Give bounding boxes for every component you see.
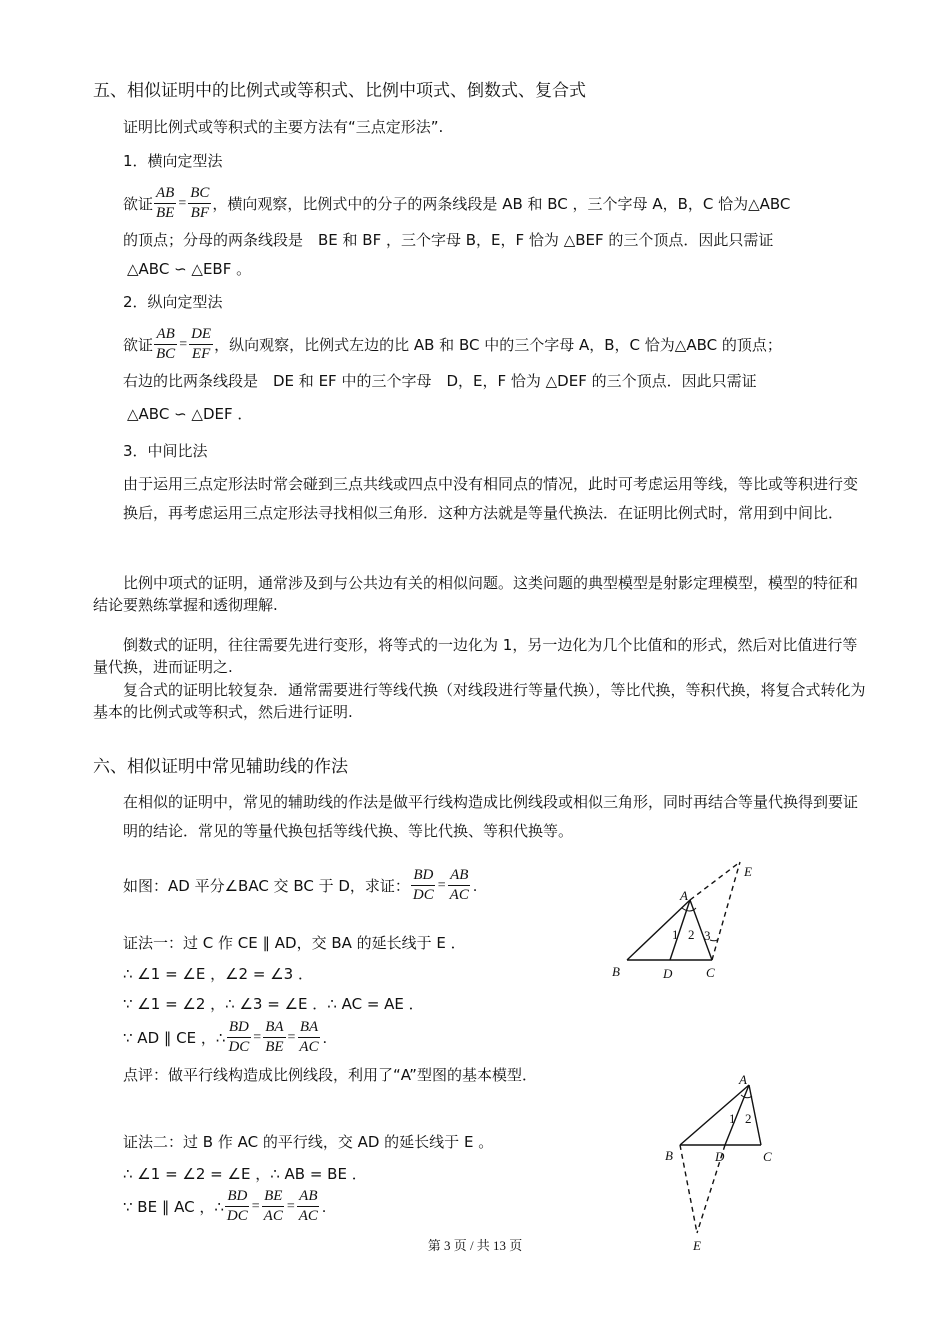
fig2-label-2: 2 <box>745 1111 752 1126</box>
method1-frac1: $\frac{AB}{BE}$ <box>156 185 175 221</box>
proof1-line2: ∵ ∠1 = ∠2 ，∴ ∠3 = ∠E ．∴ AC = AE ． <box>123 995 424 1013</box>
example-frac2: $\frac{AB}{AC}$ <box>449 867 469 903</box>
fig1-line-ce <box>712 862 740 960</box>
method2-frac1: $\frac{AB}{BC}$ <box>156 326 176 362</box>
proof2-line2: ∵ BE ∥ AC ，∴ $\frac{BD}{DC}$ = $\frac{BE}{AC}$ = $\frac{AB}{AC}$ ． <box>123 1188 336 1224</box>
example-prefix: 如图：AD 平分∠BAC 交 BC 于 D，求证： <box>123 877 410 895</box>
method3-body: 由于运用三点定形法时常会碰到三点共线或四点中没有相同点的情况，此时可考虑运用等线，等比或等积进行变换后，再考虑运用三点定形法寻找相似三角形．这种方法就是等量代换法．在证明比例式时，常用到中间比． <box>123 475 859 522</box>
paragraph-compound: 复合式的证明比较复杂．通常需要进行等线代换（对线段进行等量代换），等比代换，等积代换，将复合式转化为基本的比例式或等积式，然后进行证明. <box>93 681 866 721</box>
method2-prefix: 欲证 <box>123 336 154 354</box>
figure-2-triangle <box>655 1068 795 1258</box>
proof1-frac3: $\frac{BA}{AC}$ <box>299 1019 319 1055</box>
fig1-label-a: A <box>680 888 688 903</box>
proof2-line1: ∴ ∠1 = ∠2 = ∠E ，∴ AB = BE ． <box>123 1165 367 1183</box>
section5-intro: 证明比例式或等积式的主要方法有“三点定形法”. <box>123 118 444 136</box>
method1-text1: ，横向观察，比例式中的分子的两条线段是 AB 和 BC ，三个字母 A，B，C 恰为△ABC <box>212 195 791 213</box>
section5-heading: 五、相似证明中的比例式或等积式、比例中项式、倒数式、复合式 <box>93 81 586 101</box>
fig2-angle-arc <box>741 1095 752 1098</box>
section6-intro: 在相似的证明中，常见的辅助线的作法是做平行线构造成比例线段或相似三角形，同时再结合等量代换得到要证明的结论．常见的等量代换包括等线代换、等比代换、等积代换等。 <box>123 793 859 840</box>
fig1-label-1: 1 <box>672 927 679 942</box>
proof1-comment: 点评：做平行线构造成比例线段，利用了“A”型图的基本模型． <box>123 1066 537 1084</box>
fig2-label-b: B <box>665 1148 673 1163</box>
proof1-title: 证法一：过 C 作 CE ∥ AD，交 BA 的延长线于 E ． <box>123 934 466 952</box>
method2-text3: △ABC ∽ △DEF ． <box>127 405 253 423</box>
fig1-label-c: C <box>706 965 715 980</box>
method3-title: 3．中间比法 <box>123 442 208 460</box>
method2-title: 2．纵向定型法 <box>123 293 223 311</box>
figure-1-triangle <box>600 850 780 990</box>
method1-line1: 欲证 $\frac{AB}{BE}$ = $\frac{BC}{BF}$ ，横向观察，比例式中的分子的两条线段是 AB 和 BC ，三个字母 A，B，C 恰为△ABC <box>123 185 791 221</box>
fig2-label-1: 1 <box>729 1111 736 1126</box>
fig2-label-e: E <box>693 1238 701 1253</box>
paragraph-reciprocal: 倒数式的证明，往往需要先进行变形，将等式的一边化为 1，另一边化为几个比值和的形式，然后对比值进行等量代换，进而证明之. <box>93 636 858 676</box>
method2-text1: ，纵向观察，比例式左边的比 AB 和 BC 中的三个字母 A，B，C 恰为△ABC 的顶点； <box>214 336 782 354</box>
method1-frac2: $\frac{BC}{BF}$ <box>190 185 210 221</box>
method1-text3: △ABC ∽ △EBF 。 <box>127 260 252 278</box>
method1-text2: 的顶点；分母的两条线段是 BE 和 BF ，三个字母 B，E，F 恰为 △BEF 的三个顶点．因此只需证 <box>123 231 774 249</box>
fig2-label-a: A <box>739 1072 747 1087</box>
method1-prefix: 欲证 <box>123 195 154 213</box>
proof1-line3-prefix: ∵ AD ∥ CE ，∴ <box>123 1029 226 1047</box>
fig1-label-d: D <box>663 966 673 981</box>
fig1-line-ae <box>690 862 740 900</box>
fig2-label-d: D <box>715 1149 725 1164</box>
fig2-side-ab <box>680 1085 749 1145</box>
fig1-label-e: E <box>744 864 752 879</box>
method2-text2: 右边的比两条线段是 DE 和 EF 中的三个字母 D，E，F 恰为 △DEF 的三个顶点．因此只需证 <box>123 372 757 390</box>
proof1-line1: ∴ ∠1 = ∠E ，∠2 = ∠3 ． <box>123 965 313 983</box>
method1-title: 1．横向定型法 <box>123 152 223 170</box>
proof2-frac2: $\frac{BE}{AC}$ <box>263 1188 283 1224</box>
fig1-label-b: B <box>612 964 620 979</box>
page-footer: 第 3 页 / 共 13 页 <box>427 1238 523 1253</box>
proof1-frac1: $\frac{BD}{DC}$ <box>228 1019 250 1055</box>
proof2-line2-prefix: ∵ BE ∥ AC ，∴ <box>123 1198 224 1216</box>
proof2-frac3: $\frac{AB}{AC}$ <box>298 1188 318 1224</box>
example-frac1: $\frac{BD}{DC}$ <box>412 867 434 903</box>
proof2-title: 证法二：过 B 作 AC 的平行线，交 AD 的延长线于 E 。 <box>123 1133 494 1151</box>
fig1-angle3-arc <box>710 939 718 941</box>
proof1-line3: ∵ AD ∥ CE ，∴ $\frac{BD}{DC}$ = $\frac{BA}{BE}$ = $\frac{BA}{AC}$ ． <box>123 1019 337 1055</box>
fig1-label-3: 3 <box>704 928 711 943</box>
proof2-frac1: $\frac{BD}{DC}$ <box>226 1188 248 1224</box>
method2-frac2: $\frac{DE}{EF}$ <box>191 326 212 362</box>
example-statement: 如图：AD 平分∠BAC 交 BC 于 D，求证： $\frac{BD}{DC}$ = $\frac{AB}{AC}$ ． <box>123 867 487 903</box>
paragraph-proportional-mean: 比例中项式的证明，通常涉及到与公共边有关的相似问题。这类问题的典型模型是射影定理模型，模型的特征和结论要熟练掌握和透彻理解. <box>93 574 859 614</box>
section6-heading: 六、相似证明中常见辅助线的作法 <box>93 757 348 777</box>
fig1-label-2: 2 <box>688 927 695 942</box>
method2-line1: 欲证 $\frac{AB}{BC}$ = $\frac{DE}{EF}$ ，纵向观察，比例式左边的比 AB 和 BC 中的三个字母 A，B，C 恰为△ABC 的顶点； <box>123 326 782 362</box>
fig2-line-be <box>680 1145 697 1233</box>
proof1-frac2: $\frac{BA}{BE}$ <box>265 1019 284 1055</box>
fig2-label-c: C <box>763 1149 772 1164</box>
